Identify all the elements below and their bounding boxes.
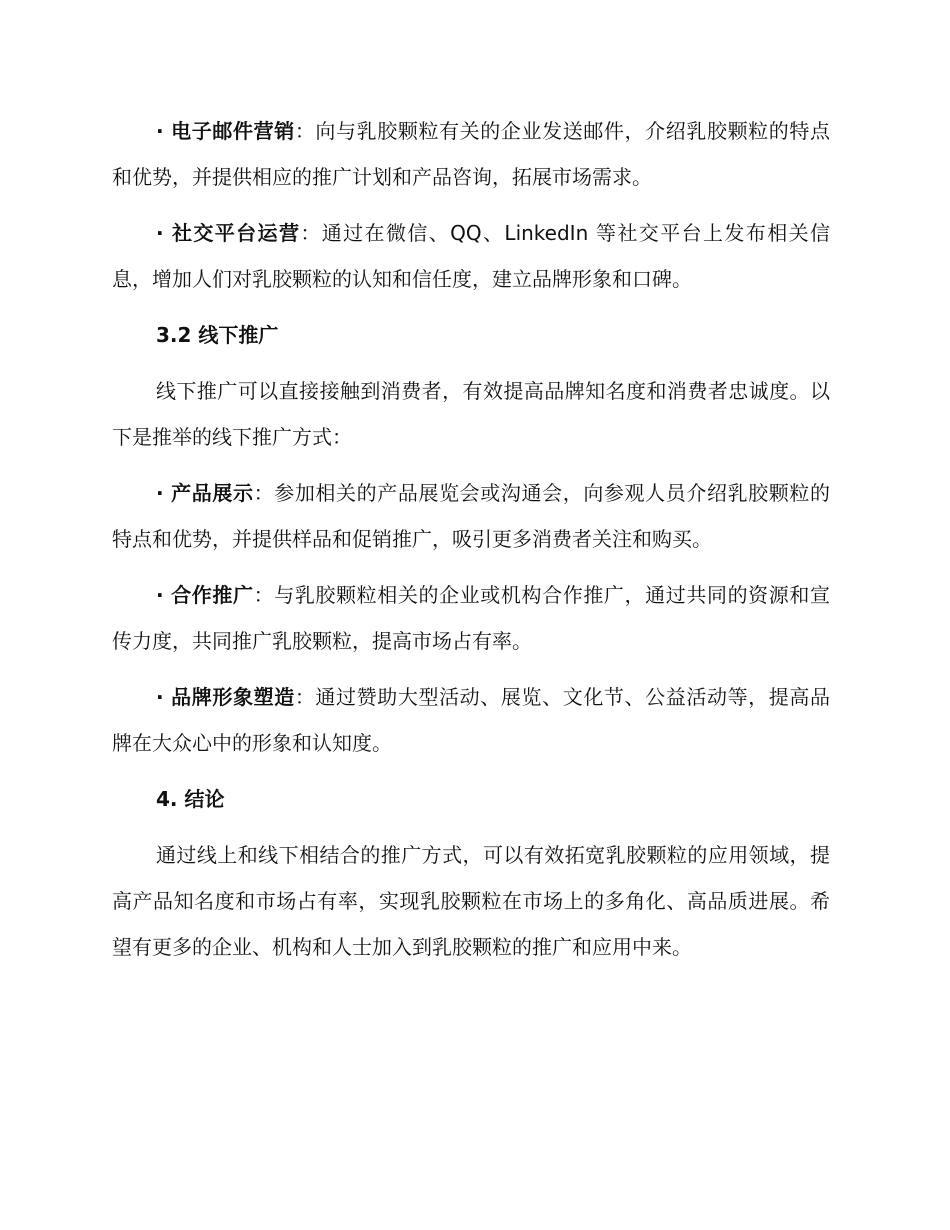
paragraph-offline-intro: 线下推广可以直接接触到消费者，有效提高品牌知名度和消费者忠诚度。以下是推举的线下推广方式：	[112, 379, 830, 449]
bullet-cooperation	[112, 572, 830, 664]
bullet-brand-image	[112, 674, 830, 766]
bullet-term: · 合作推广	[156, 583, 254, 607]
bullet-term: · 品牌形象塑造	[156, 685, 295, 709]
section-heading-offline-promotion: 3.2 线下推广	[156, 323, 279, 347]
bullet-term: · 产品展示	[156, 481, 254, 505]
bullet-text: ：通过在微信、QQ、LinkedIn 等社交平台上发布相关信息，增加人们对乳胶颗粒的认知和信任度，建立品牌形象和口碑。	[112, 221, 830, 291]
document-body	[112, 108, 830, 980]
bullet-text: ：通过赞助大型活动、展览、文化节、公益活动等，提高品牌在大众心中的形象和认知度。	[112, 685, 830, 755]
bullet-term: · 社交平台运营	[156, 221, 301, 245]
bullet-text: ：参加相关的产品展览会或沟通会，向参观人员介绍乳胶颗粒的特点和优势，并提供样品和促销推广，吸引更多消费者关注和购买。	[112, 481, 831, 551]
bullet-term: · 电子邮件营销	[156, 119, 295, 143]
bullet-text: ：向与乳胶颗粒有关的企业发送邮件，介绍乳胶颗粒的特点和优势，并提供相应的推广计划和产品咨询，拓展市场需求。	[112, 119, 830, 189]
bullet-text: ：与乳胶颗粒相关的企业或机构合作推广，通过共同的资源和宣传力度，共同推广乳胶颗粒，提高市场占有率。	[112, 583, 831, 653]
section-heading-conclusion: 4. 结论	[156, 787, 225, 811]
paragraph-conclusion: 通过线上和线下相结合的推广方式，可以有效拓宽乳胶颗粒的应用领域，提高产品知名度和市场占有率，实现乳胶颗粒在市场上的多角化、高品质进展。希望有更多的企业、机构和人士加入到乳胶颗粒的推广和应用中来。	[112, 843, 830, 959]
bullet-email-marketing	[112, 108, 830, 200]
bullet-social-platform	[112, 210, 830, 302]
bullet-product-display	[112, 470, 830, 562]
